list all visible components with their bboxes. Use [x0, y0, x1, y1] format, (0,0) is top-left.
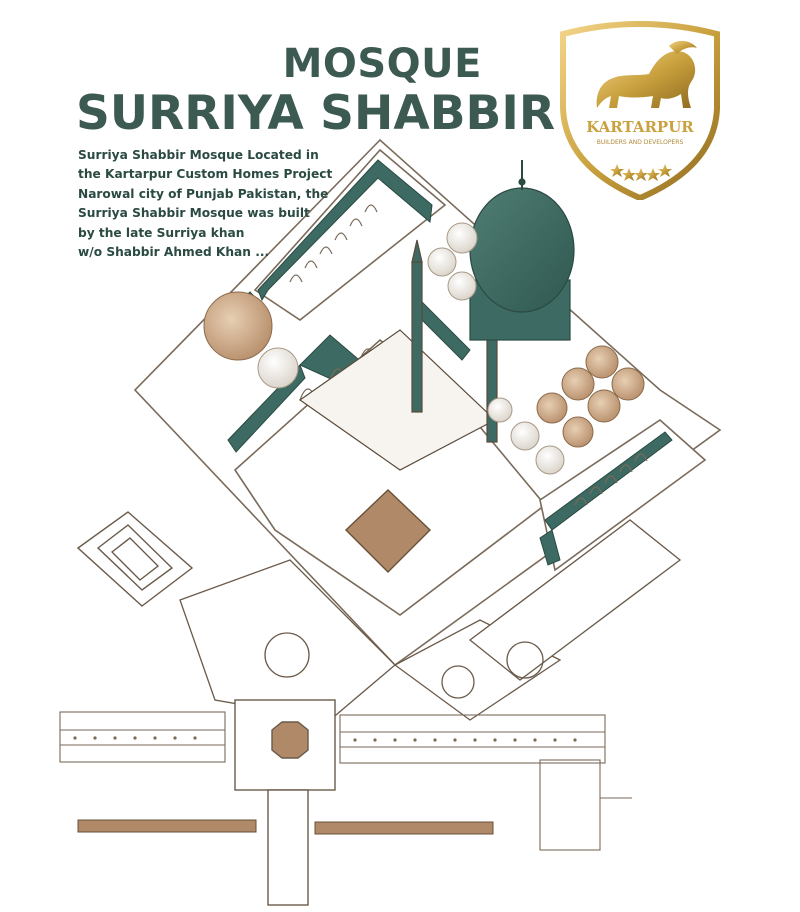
- description-line: Narowal city of Punjab Pakistan, the: [78, 186, 329, 201]
- description-line: Surriya Shabbir Mosque Located in: [78, 148, 319, 162]
- description-line: Surriya Shabbir Mosque was built: [78, 206, 310, 221]
- description-line: by the late Surriya khan: [78, 225, 245, 240]
- page-title-line-1: MOSQUE: [282, 41, 482, 87]
- kartarpur-logo: [557, 16, 723, 200]
- description-line: the Kartarpur Custom Homes Project: [78, 167, 333, 182]
- logo-tagline: BUILDERS AND DEVELOPERS: [596, 139, 684, 146]
- west-annex: [78, 512, 192, 606]
- description-text: [78, 146, 378, 262]
- gatehouse: [235, 700, 335, 905]
- page-title-line-2: SURRIYA SHABBIR: [76, 86, 556, 141]
- logo-brand: KARTARPUR: [586, 118, 694, 136]
- description-line: w/o Shabbir Ahmed Khan ...: [78, 245, 270, 260]
